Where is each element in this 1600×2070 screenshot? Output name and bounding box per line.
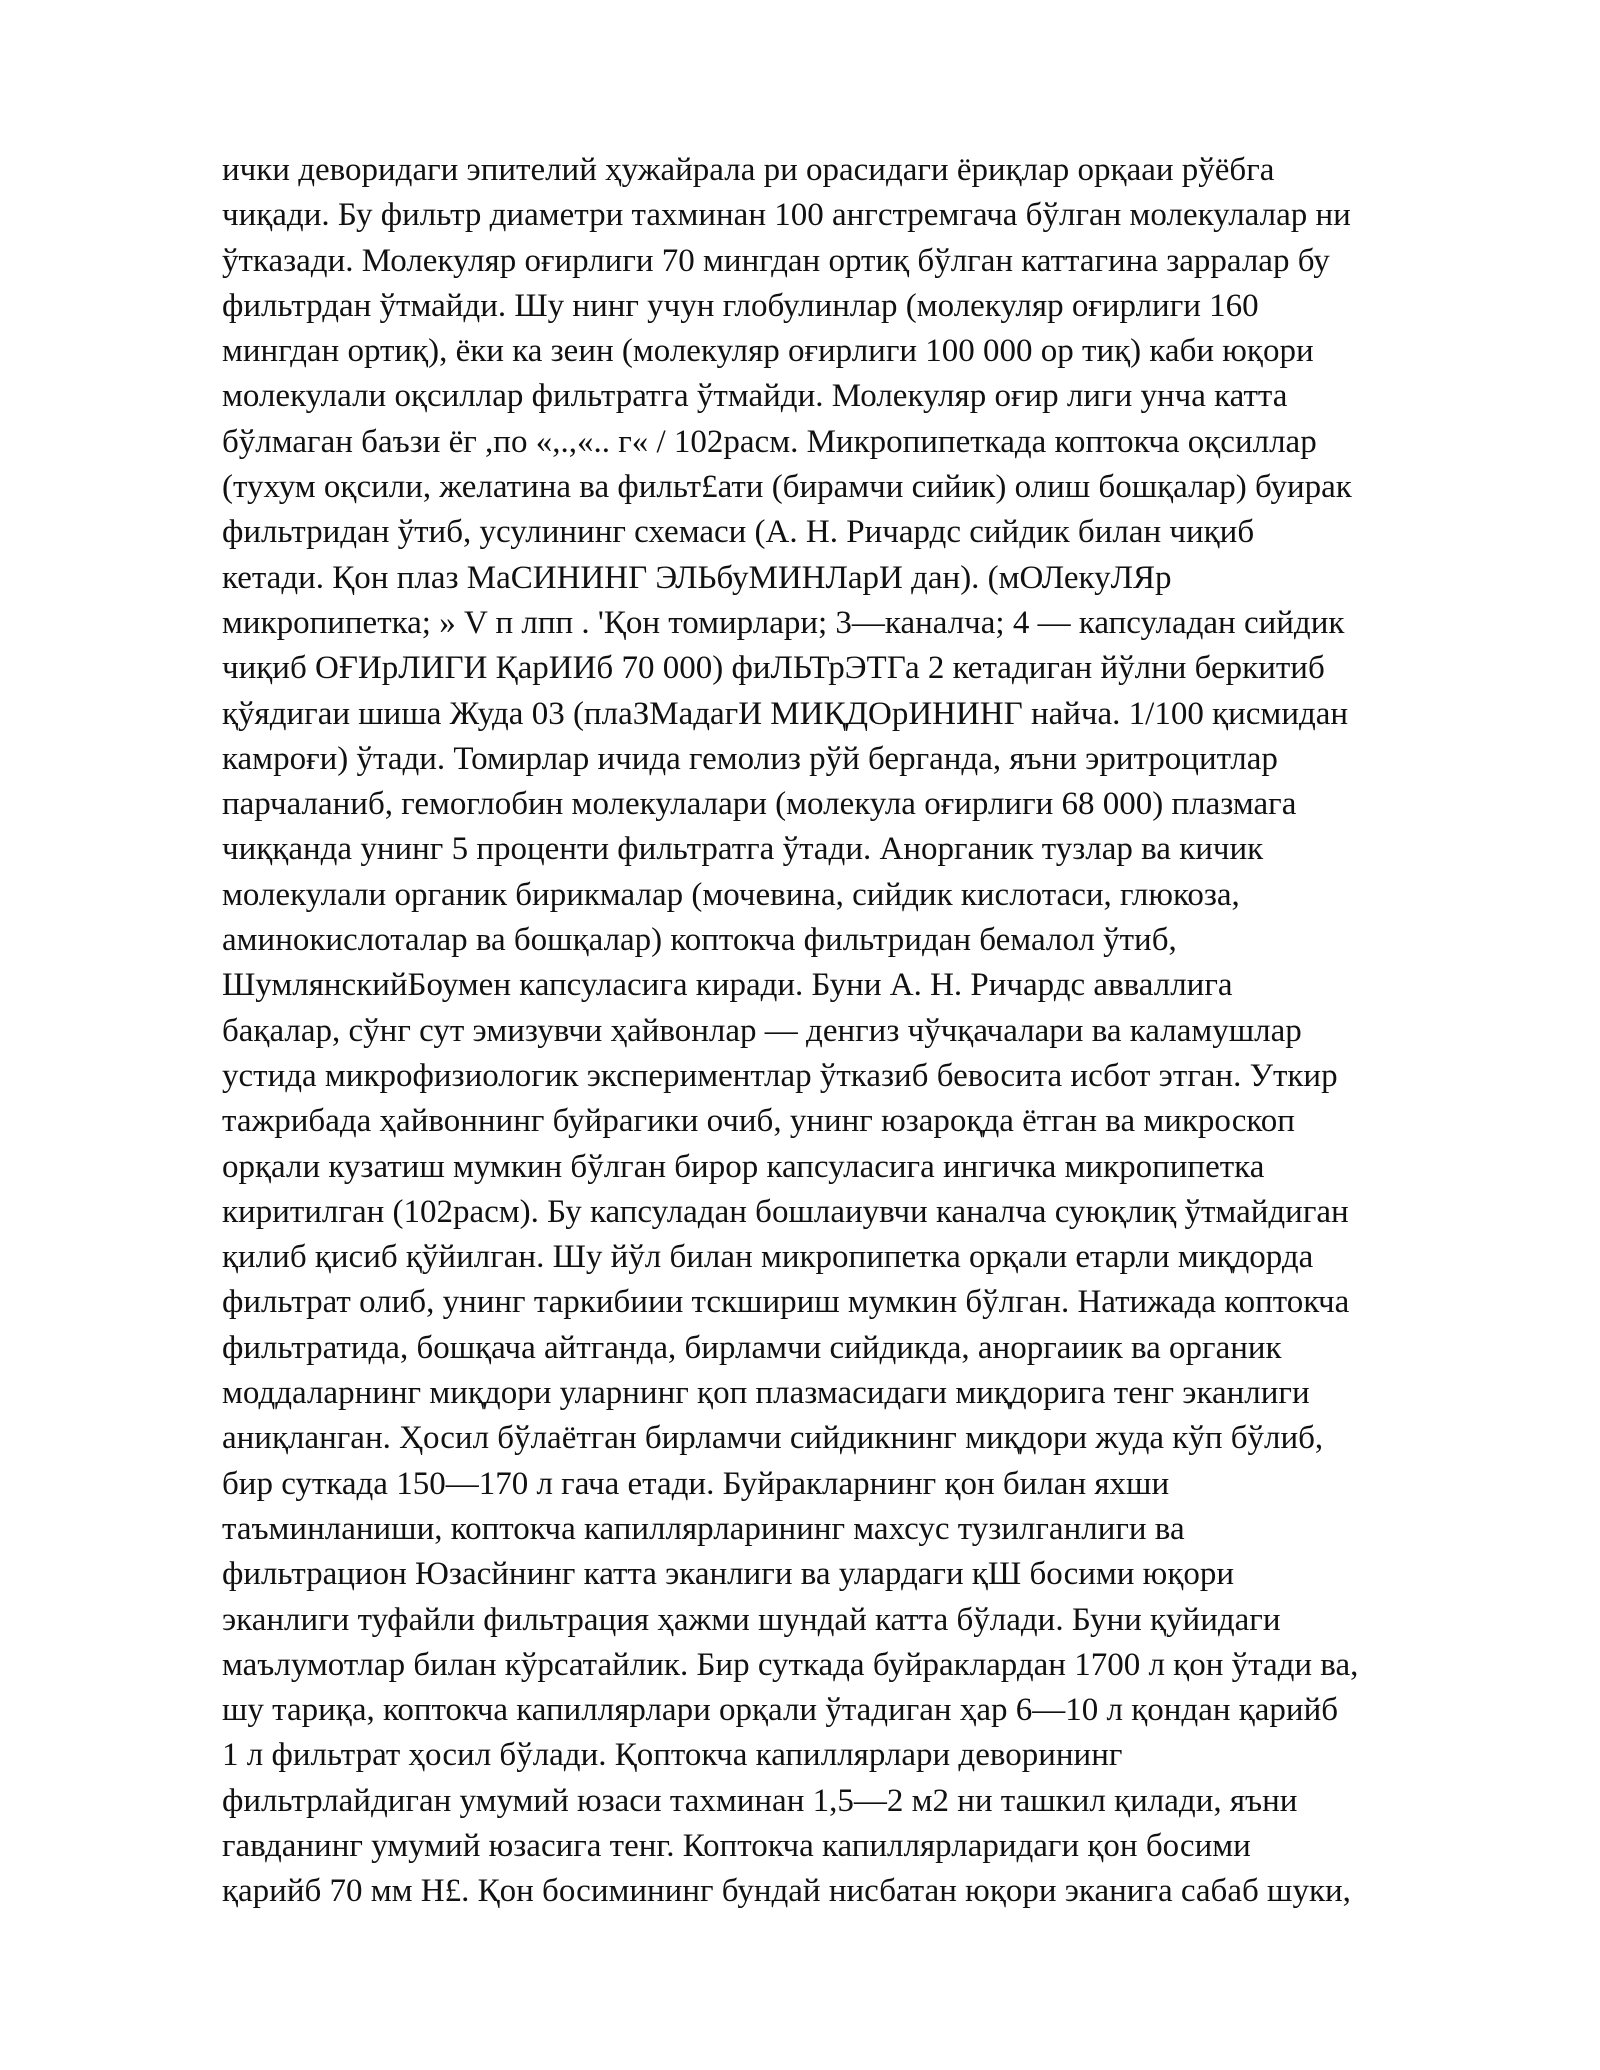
text-line: фильтрдан ўтмайди. Шу нинг учун глобулинлар (молекуляр оғирлиги 160 (222, 287, 1259, 324)
text-line: чиқади. Бу фильтр диаметри тахминан 100 ангстремгача бўлган молекулалар ни (222, 197, 1351, 234)
text-line: фильтрацион Юзасйнинг катта эканлиги ва улардаги қШ босими юқори (222, 1556, 1235, 1593)
text-line: камроғи) ўтади. Томирлар ичида гемолиз рўй берганда, яъни эритроцитлар (222, 740, 1278, 777)
text-line: фильтрат олиб, унинг таркибиии тскшириш мумкин бўлган. Натижада коптокча (222, 1284, 1350, 1321)
text-line: ШумлянскийБоумен капсуласига киради. Буни А. Н. Ричардс авваллига (222, 967, 1233, 1004)
body-text (222, 148, 1522, 1915)
text-line: молекулали оқсиллар фильтратга ўтмайди. Молекуляр оғир лиги унча катта (222, 378, 1288, 415)
text-line: 1 л фильтрат ҳосил бўлади. Қоптокча капиллярлари деворининг (222, 1737, 1123, 1774)
text-line: молекулали органик бирикмалар (мочевина, сийдик кислотаси, глюкоза, (222, 876, 1240, 913)
text-line: фильтратида, бошқача айтганда, бирламчи сийдикда, аноргаиик ва органик (222, 1329, 1282, 1366)
text-line: ўтказади. Молекуляр оғирлиги 70 мингдан ортиқ бўлган каттагина зарралар бу (222, 242, 1330, 279)
text-line: бир суткада 150—170 л гача етади. Буйракларнинг қон билан яхши (222, 1465, 1170, 1502)
text-line: моддаларнинг миқдори уларнинг қоп плазмасидаги миқдорига тенг эканлиги (222, 1375, 1310, 1412)
text-line: кетади. Қон плаз МаСИНИНГ ЭЛЬбуМИНЛарИ дан). (мОЛекуЛЯр (222, 559, 1172, 596)
text-line: (тухум оқсили, желатина ва фильт£ати (бирамчи сийик) олиш бошқалар) буирак (222, 469, 1352, 506)
text-line: бақалар, сўнг сут эмизувчи ҳайвонлар — денгиз чўчқачалари ва каламушлар (222, 1012, 1302, 1049)
text-line: устида микрофизиологик экспериментлар ўтказиб бевосита исбот этган. Уткир (222, 1057, 1338, 1094)
text-line: мингдан ортиқ), ёки ка зеин (молекуляр оғирлиги 100 000 ор тиқ) каби юқори (222, 333, 1314, 370)
text-line: аминокислоталар ва бошқалар) коптокча фильтридан бемалол ўтиб, (222, 922, 1177, 959)
text-line: чиққанда унинг 5 проценти фильтратга ўтади. Анорганик тузлар ва кичик (222, 831, 1264, 868)
text-line: эканлиги туфайли фильтрация ҳажми шундай катта бўлади. Буни қуйидаги (222, 1601, 1281, 1638)
text-line: таъминланиши, коптокча капиллярларининг махсус тузилганлиги ва (222, 1510, 1185, 1547)
text-line: қилиб қисиб қўйилган. Шу йўл билан микропипетка орқали етарли миқдорда (222, 1239, 1314, 1276)
text-line: орқали кузатиш мумкин бўлган бирор капсуласига ингичка микропипетка (222, 1148, 1265, 1185)
text-line: парчаланиб, гемоглобин молекулалари (молекула оғирлиги 68 000) плазмага (222, 786, 1297, 823)
text-line: микропипетка; » V п лпп . 'Қон томирлари; 3—каналча; 4 — капсуладан сийдик (222, 604, 1345, 641)
text-line: бўлмаган баъзи ёг ,по «,.,«.. г« / 102расм. Микропипеткада коптокча оқсиллар (222, 423, 1317, 460)
text-line: маълумотлар билан кўрсатайлик. Бир суткада буйраклардан 1700 л қон ўтади ва, (222, 1646, 1359, 1683)
text-line: киритилган (102расм). Бу капсуладан бошлаиувчи каналча суюқлиқ ўтмайдиган (222, 1193, 1349, 1230)
text-line: тажрибада ҳайвоннинг буйрагики очиб, унинг юзароқда ётган ва микроскоп (222, 1103, 1295, 1140)
text-line: қўядигаи шиша Жуда 03 (плаЗМадагИ МИҚДОрИНИНГ найча. 1/100 қисмидан (222, 695, 1349, 732)
text-line: шу тариқа, коптокча капиллярлари орқали ўтадиган ҳар 6—10 л қондан қарийб (222, 1692, 1339, 1729)
text-line: аниқланган. Ҳосил бўлаётган бирламчи сийдикнинг миқдори жуда кўп бўлиб, (222, 1420, 1324, 1457)
text-line: фильтрлайдиган умумий юзаси тахминан 1,5—2 м2 ни ташкил қилади, яъни (222, 1782, 1298, 1819)
text-line: гавданинг умумий юзасига тенг. Коптокча капиллярларидаги қон босими (222, 1827, 1251, 1864)
text-line: чиқиб ОҒИрЛИГИ ҚарИИб 70 000) фиЛЬТрЭТГа 2 кетадиган йўлни беркитиб (222, 650, 1325, 687)
text-line: фильтридан ўтиб, усулининг схемаси (А. Н. Ричардс сийдик билан чиқиб (222, 514, 1255, 551)
text-line: ички деворидаги эпителий ҳужайрала ри орасидаги ёриқлар орқааи рўёбга (222, 152, 1275, 188)
text-line: қарийб 70 мм Н£. Қон босимининг бундай нисбатан юқори эканига сабаб шуки, (222, 1873, 1351, 1910)
